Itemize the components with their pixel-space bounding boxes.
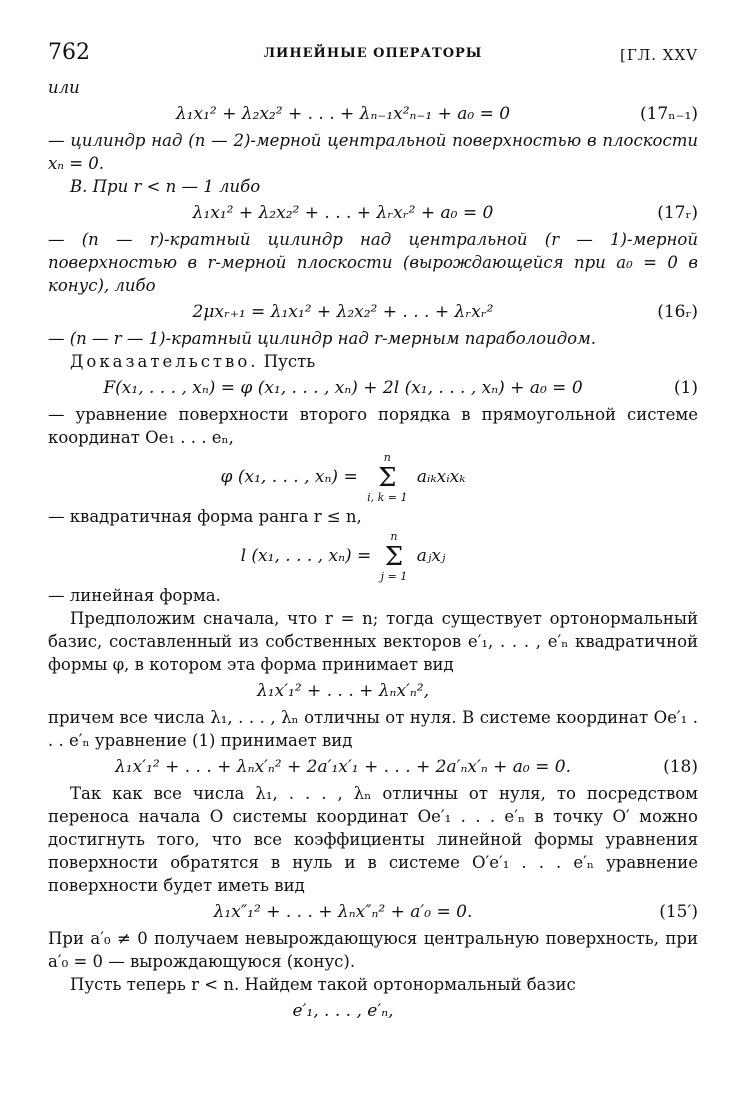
- equation-17n1-formula: λ₁x₁² + λ₂x₂² + . . . + λₙ₋₁x²ₙ₋₁ + a₀ = 0: [175, 104, 511, 124]
- equation-diagonal-form: [48, 676, 698, 706]
- sum-symbol-l: [381, 530, 408, 584]
- equation-basis-formula: e′₁, . . . , e′ₙ,: [292, 1001, 394, 1021]
- phi-sum-bottom: i, k = 1: [367, 490, 408, 504]
- equation-17r-number: (17ᵣ): [657, 203, 698, 223]
- equation-18-formula: λ₁x′₁² + . . . + λₙx′ₙ² + 2a′₁x′₁ + . . . + 2a′ₙx′ₙ + a₀ = 0.: [115, 757, 571, 777]
- equation-phi: [48, 449, 698, 505]
- l-lhs: l (x₁, . . . , xₙ) =: [240, 546, 372, 566]
- equation-15prime: [48, 897, 698, 927]
- phi-sum-top: n: [383, 450, 391, 464]
- text-cylinder-2: — (n — r)-кратный цилиндр над центральной (r — 1)-мерной поверхностью в r-мерной плоскости (вырождающейся при a₀ = 0 в конус), либо: [48, 230, 698, 295]
- running-title: ЛИНЕЙНЫЕ ОПЕРАТОРЫ: [263, 46, 483, 61]
- text-translation: Так как все числа λ₁, . . . , λₙ отличны от нуля, то посредством переноса начала O системы координат Oe′₁ . . . e′ₙ в точку O′ можно достигнуть того, что все коэффициенты линейной формы уравнения поверхности обратятся в нуль и в системе O′e′₁ . . . e′ₙ уравнение поверхности будет иметь вид: [48, 784, 698, 895]
- text-quadratic-form: — квадратичная форма ранга r ≤ n,: [48, 507, 362, 526]
- l-sum-top: n: [390, 529, 398, 543]
- book-page: [48, 40, 698, 1070]
- equation-17r: [48, 198, 698, 228]
- equation-16r-number: (16ᵣ): [657, 302, 698, 322]
- proof-word: Доказательство.: [70, 352, 259, 371]
- text-cylinder-3: — (n — r — 1)-кратный цилиндр над r-мерным параболоидом.: [48, 329, 597, 348]
- page-number: 762: [48, 40, 90, 65]
- phi-lhs: φ (x₁, . . . , xₙ) =: [220, 467, 358, 487]
- phi-rhs: aᵢₖxᵢxₖ: [416, 467, 466, 487]
- equation-17n1: [48, 99, 698, 129]
- text-surface-equation: — уравнение поверхности второго порядка в прямоугольной системе координат Oe₁ . . . eₙ,: [48, 405, 698, 447]
- equation-1-number: (1): [673, 378, 698, 398]
- equation-15prime-formula: λ₁x″₁² + . . . + λₙx″ₙ² + a′₀ = 0.: [213, 902, 473, 922]
- page-header: [48, 40, 698, 76]
- equation-17n1-number: (17ₙ₋₁): [639, 104, 698, 124]
- text-assume-rank-n: Предположим сначала, что r = n; тогда существует ортонормальный базис, составленный из собственных векторов e′₁, . . . , e′ₙ квадратичной формы φ, в котором эта форма принимает вид: [48, 609, 698, 674]
- equation-18-number: (18): [663, 757, 698, 777]
- sigma-icon: Σ: [384, 541, 404, 572]
- l-sum-bottom: j = 1: [380, 569, 408, 583]
- text-rank-less: Пусть теперь r < n. Найдем такой ортонормальный базис: [70, 975, 576, 994]
- equation-l: [48, 528, 698, 584]
- text-cylinder-1: — цилиндр над (n — 2)-мерной центральной поверхностью в плоскости xₙ = 0.: [48, 131, 698, 173]
- text-nonzero-eigenvalues: причем все числа λ₁, . . . , λₙ отличны от нуля. В системе координат Oe′₁ . . . e′ₙ уравнение (1) принимает вид: [48, 708, 698, 750]
- text-proof-intro: [48, 350, 698, 373]
- chapter-label: [ГЛ. XXV: [619, 46, 698, 64]
- equation-18: [48, 752, 698, 782]
- text-ili: или: [48, 78, 80, 97]
- equation-17r-formula: λ₁x₁² + λ₂x₂² + . . . + λᵣxᵣ² + a₀ = 0: [192, 203, 494, 223]
- l-rhs: aⱼxⱼ: [416, 546, 446, 566]
- text-linear-form: — линейная форма.: [48, 586, 221, 605]
- equation-15prime-number: (15′): [659, 902, 698, 922]
- text-central-surface: При a′₀ ≠ 0 получаем невырождающуюся центральную поверхность, при a′₀ = 0 — вырождающуюся (конус).: [48, 929, 698, 971]
- proof-rest: Пусть: [258, 352, 316, 371]
- equation-1: [48, 373, 698, 403]
- text-case-b: В. При r < n — 1 либо: [70, 177, 261, 196]
- equation-basis: [48, 996, 698, 1026]
- equation-16r-formula: 2μxᵣ₊₁ = λ₁x₁² + λ₂x₂² + . . . + λᵣxᵣ²: [192, 302, 494, 322]
- equation-1-formula: F(x₁, . . . , xₙ) = φ (x₁, . . . , xₙ) + 2l (x₁, . . . , xₙ) + a₀ = 0: [103, 378, 583, 398]
- equation-16r: [48, 297, 698, 327]
- equation-diagonal-form-formula: λ₁x′₁² + . . . + λₙx′ₙ²,: [256, 681, 429, 701]
- sigma-icon: Σ: [378, 462, 397, 493]
- sum-symbol-phi: [367, 451, 407, 505]
